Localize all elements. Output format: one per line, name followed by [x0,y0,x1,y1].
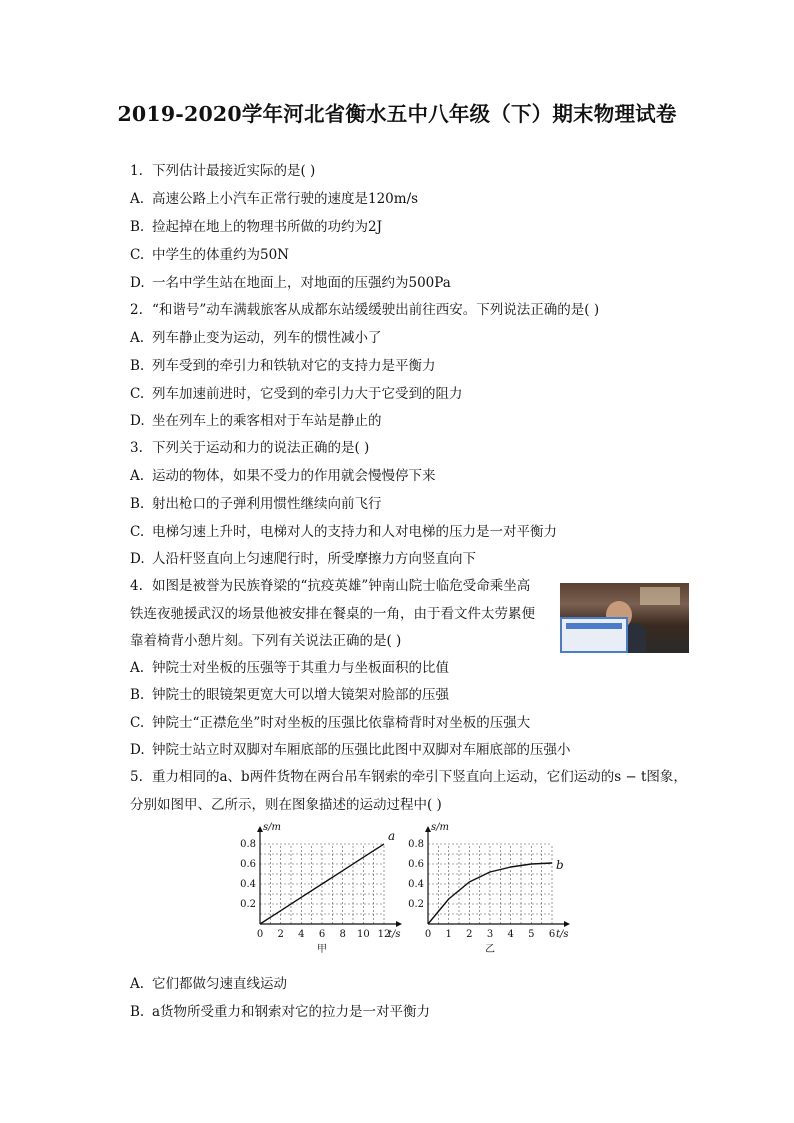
photo-laptop-screen [560,617,628,653]
question-1-option-c: C. 中学生的体重约为50N [130,247,289,263]
question-text: 如图是被誉为民族脊梁的“抗疫英雄”钟南山院士临危受命乘坐高 [152,578,531,594]
question-3-stem [130,439,369,457]
x-tick-label: 10 [356,929,370,940]
question-number: 3. [130,440,143,456]
question-1-option-a: A. 高速公路上小汽车正常行驶的速度是120m/s [130,191,419,207]
y-axis-label: s/m [431,822,449,833]
question-text: 下列估计最接近实际的是( ) [152,163,316,179]
y-tick-label: 0.6 [240,859,256,870]
x-tick-label: 4 [298,929,305,940]
x-tick-label: 1 [445,929,452,940]
question-number: 2. [130,302,143,318]
x-tick-label: 5 [528,929,535,940]
question-2-option-d: D. 坐在列车上的乘客相对于车站是静止的 [130,413,382,429]
x-tick-label: 3 [486,929,494,940]
question-number: 4. [130,578,143,594]
question-number: 5. [130,769,143,785]
x-tick-label: 0 [424,929,432,940]
x-tick-label: 12 [377,929,391,940]
question-5-option-a: A. 它们都做匀速直线运动 [130,976,287,992]
question-4-stem-line-2: 铁连夜驰援武汉的场景他被安排在餐桌的一角，由于看文件太劳累便 [130,606,535,622]
question-number: 1. [130,163,143,179]
question-2-option-a: A. 列车静止变为运动，列车的惯性减小了 [130,330,382,346]
y-tick-label: 0.8 [408,839,424,850]
x-axis-arrow [564,921,570,927]
question-3-option-a: A. 运动的物体，如果不受力的作用就会慢慢停下来 [130,468,436,484]
x-axis-label: t/s [388,929,401,940]
x-tick-label: 4 [507,929,514,940]
question-text: “和谐号”动车满载旅客从成都东站缓缓驶出前往西安。下列说法正确的是( ) [152,302,600,318]
y-tick-label: 0.4 [408,879,424,890]
question-5-stem-line-2: 分别如图甲、乙所示，则在图象描述的运动过程中( ) [130,797,442,813]
photo-window-light [640,587,680,605]
chart-yi [404,816,574,956]
chart-caption: 甲 [317,944,327,955]
question-4-stem-line-3: 靠着椅背小憩片刻。下列有关说法正确的是( ) [130,633,402,649]
question-text: 下列关于运动和力的说法正确的是( ) [152,440,370,456]
question-3-option-b: B. 射出枪口的子弹利用惯性继续向前飞行 [130,496,382,512]
question-2-stem [130,301,599,319]
x-tick-label: 0 [256,929,264,940]
page-title: 2019-2020学年河北省衡水五中八年级（下）期末物理试卷 [117,102,677,126]
question-1-option-d: D. 一名中学生站在地面上，对地面的压强约为500Pa [130,275,451,291]
question-1-option-b: B. 捡起掉在地上的物理书所做的功约为2J [130,219,383,235]
question-2-option-b: B. 列车受到的牵引力和铁轨对它的支持力是平衡力 [130,358,436,374]
y-tick-label: 0.4 [240,879,256,890]
y-tick-label: 0.2 [240,899,256,910]
x-tick-label: 2 [277,929,284,940]
question-4-photo [560,583,689,653]
y-tick-label: 0.8 [240,839,256,850]
x-axis-label: t/s [556,929,569,940]
question-5-stem-line-1 [130,768,687,786]
question-5-option-b: B. a货物所受重力和钢索对它的拉力是一对平衡力 [130,1004,431,1020]
y-tick-label: 0.2 [408,899,424,910]
question-4-option-a: A. 钟院士对坐板的压强等于其重力与坐板面积的比值 [130,660,449,676]
chart-jia [236,816,416,956]
series-label: a [388,829,396,843]
x-axis-arrow [396,921,402,927]
x-tick-label: 6 [318,929,326,940]
question-3-option-d: D. 人沿杆竖直向上匀速爬行时，所受摩擦力方向竖直向下 [130,551,476,567]
question-3-option-c: C. 电梯匀速上升时，电梯对人的支持力和人对电梯的压力是一对平衡力 [130,524,557,540]
y-axis-label: s/m [263,822,281,833]
chart-caption: 乙 [485,944,495,955]
x-tick-label: 6 [548,929,556,940]
question-2-option-c: C. 列车加速前进时，它受到的牵引力大于它受到的阻力 [130,386,463,402]
question-1-stem [130,162,315,180]
x-tick-label: 8 [339,929,346,940]
x-tick-label: 2 [466,929,473,940]
question-text: 重力相同的a、b两件货物在两台吊车钢索的牵引下竖直向上运动，它们运动的s − t图象， [152,769,687,785]
question-4-option-d: D. 钟院士站立时双脚对车厢底部的压强比此图中双脚对车厢底部的压强小 [130,742,571,758]
y-tick-label: 0.6 [408,859,424,870]
question-4-option-c: C. 钟院士“正襟危坐”时对坐板的压强比依靠椅背时对坐板的压强大 [130,715,531,731]
question-4-option-b: B. 钟院士的眼镜架更宽大可以增大镜架对脸部的压强 [130,687,449,703]
question-4-stem-line-1 [130,577,530,595]
series-label: b [556,858,564,872]
